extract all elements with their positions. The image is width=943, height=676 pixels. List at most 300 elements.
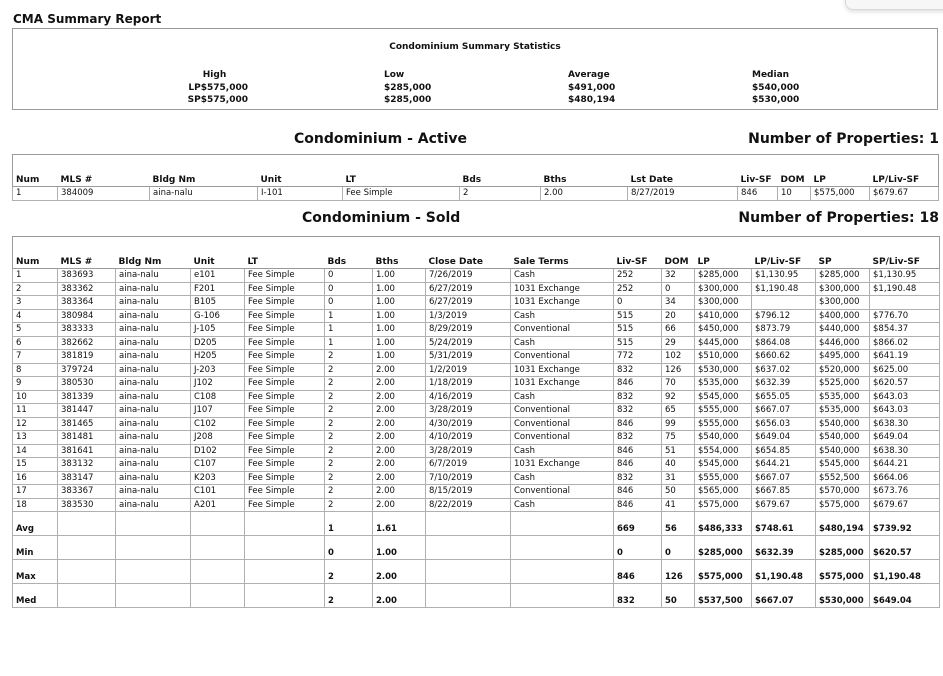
table-cell: 383333 xyxy=(58,323,116,337)
table-cell: 1/2/2019 xyxy=(426,363,511,377)
table-cell: Conventional xyxy=(511,431,614,445)
table-cell: 5/24/2019 xyxy=(426,336,511,350)
table-cell: Fee Simple xyxy=(245,417,325,431)
table-cell: J208 xyxy=(191,431,245,445)
stat-cell: 2 xyxy=(325,584,373,608)
active-property-count: Number of Properties: 1 xyxy=(748,131,939,147)
stat-cell: Avg xyxy=(13,512,58,536)
table-cell: aina-nalu xyxy=(116,336,191,350)
column-header: Bds xyxy=(460,155,541,187)
table-cell: 772 xyxy=(614,350,662,364)
table-cell: Fee Simple xyxy=(245,323,325,337)
table-cell: aina-nalu xyxy=(116,269,191,283)
table-cell: 1 xyxy=(325,323,373,337)
table-cell: Fee Simple xyxy=(245,458,325,472)
table-row xyxy=(13,458,940,472)
table-cell: 832 xyxy=(614,363,662,377)
table-cell: 383132 xyxy=(58,458,116,472)
table-cell: 6 xyxy=(13,336,58,350)
column-header: LT xyxy=(343,155,460,187)
table-cell: Cash xyxy=(511,309,614,323)
table-cell: F201 xyxy=(191,282,245,296)
table-cell: $854.37 xyxy=(870,323,940,337)
table-cell: 2 xyxy=(460,187,541,201)
table-cell: $495,000 xyxy=(816,350,870,364)
stat-cell xyxy=(116,512,191,536)
table-cell: 2 xyxy=(325,377,373,391)
table-cell: $673.76 xyxy=(870,485,940,499)
column-header: LP/Liv-SF xyxy=(752,237,816,269)
table-cell: 8/22/2019 xyxy=(426,498,511,512)
table-cell: 1.00 xyxy=(373,323,426,337)
table-cell: aina-nalu xyxy=(116,444,191,458)
stat-cell xyxy=(191,512,245,536)
table-cell: 92 xyxy=(662,390,695,404)
column-header: Num xyxy=(13,155,58,187)
table-cell: $300,000 xyxy=(695,282,752,296)
table-cell: Conventional xyxy=(511,485,614,499)
table-cell: D205 xyxy=(191,336,245,350)
table-cell: $540,000 xyxy=(695,431,752,445)
table-cell: 32 xyxy=(662,269,695,283)
table-cell: Cash xyxy=(511,498,614,512)
stat-cell: $620.57 xyxy=(870,536,940,560)
table-cell: $446,000 xyxy=(816,336,870,350)
stat-cell: $537,500 xyxy=(695,584,752,608)
table-cell: $641.19 xyxy=(870,350,940,364)
table-cell: Cash xyxy=(511,390,614,404)
table-cell: Fee Simple xyxy=(343,187,460,201)
table-cell: 8/27/2019 xyxy=(628,187,738,201)
table-cell: 2 xyxy=(325,458,373,472)
table-cell: Fee Simple xyxy=(245,498,325,512)
table-cell: 50 xyxy=(662,485,695,499)
summary-col-high xyxy=(173,69,248,107)
stat-cell: 846 xyxy=(614,560,662,584)
table-cell: $445,000 xyxy=(695,336,752,350)
table-cell: J-105 xyxy=(191,323,245,337)
table-cell: $540,000 xyxy=(816,444,870,458)
sold-table-body xyxy=(13,269,940,608)
table-cell: 381465 xyxy=(58,417,116,431)
column-header: SP/Liv-SF xyxy=(870,237,940,269)
table-cell: 29 xyxy=(662,336,695,350)
table-cell: 14 xyxy=(13,444,58,458)
table-cell: $575,000 xyxy=(811,187,870,201)
table-cell: 2 xyxy=(325,404,373,418)
table-cell: $450,000 xyxy=(695,323,752,337)
active-listings-table xyxy=(12,154,939,201)
table-cell: $555,000 xyxy=(695,417,752,431)
stat-cell: 126 xyxy=(662,560,695,584)
column-header: Lst Date xyxy=(628,155,738,187)
table-cell: Fee Simple xyxy=(245,431,325,445)
table-cell: Fee Simple xyxy=(245,336,325,350)
stat-cell: 0 xyxy=(662,536,695,560)
table-cell: aina-nalu xyxy=(116,309,191,323)
table-row xyxy=(13,444,940,458)
table-cell: Fee Simple xyxy=(245,471,325,485)
stat-cell: $530,000 xyxy=(816,584,870,608)
table-cell: $864.08 xyxy=(752,336,816,350)
table-cell: 4/16/2019 xyxy=(426,390,511,404)
table-cell: aina-nalu xyxy=(116,431,191,445)
table-cell: 8/29/2019 xyxy=(426,323,511,337)
table-cell: $667.07 xyxy=(752,471,816,485)
table-cell: $410,000 xyxy=(695,309,752,323)
table-cell: $679.67 xyxy=(752,498,816,512)
table-cell: $545,000 xyxy=(695,390,752,404)
table-cell: Fee Simple xyxy=(245,390,325,404)
table-cell: $540,000 xyxy=(816,417,870,431)
table-cell: 381641 xyxy=(58,444,116,458)
table-cell xyxy=(870,296,940,310)
sold-section-title: Condominium - Sold xyxy=(302,210,461,226)
table-row xyxy=(13,336,940,350)
table-cell: 846 xyxy=(614,417,662,431)
table-cell: J-203 xyxy=(191,363,245,377)
table-cell: 381447 xyxy=(58,404,116,418)
table-cell: 4/30/2019 xyxy=(426,417,511,431)
table-cell: 5 xyxy=(13,323,58,337)
table-row xyxy=(13,417,940,431)
table-cell: 2.00 xyxy=(373,444,426,458)
stat-cell xyxy=(426,560,511,584)
table-cell: 2 xyxy=(325,417,373,431)
column-header: Liv-SF xyxy=(738,155,778,187)
stat-cell xyxy=(191,584,245,608)
column-header: LP/Liv-SF xyxy=(870,155,939,187)
stat-cell: $748.61 xyxy=(752,512,816,536)
table-cell: 2 xyxy=(325,350,373,364)
active-header-row xyxy=(13,155,939,187)
table-cell: 2 xyxy=(325,444,373,458)
table-cell: aina-nalu xyxy=(116,350,191,364)
stat-row xyxy=(13,512,940,536)
table-row xyxy=(13,498,940,512)
stat-cell: 50 xyxy=(662,584,695,608)
table-cell: 846 xyxy=(614,458,662,472)
table-cell: 1/18/2019 xyxy=(426,377,511,391)
table-cell: Conventional xyxy=(511,404,614,418)
column-header: SP xyxy=(816,237,870,269)
table-cell: C108 xyxy=(191,390,245,404)
stat-cell: $649.04 xyxy=(870,584,940,608)
table-cell: $655.05 xyxy=(752,390,816,404)
column-header: LP xyxy=(811,155,870,187)
table-cell: 832 xyxy=(614,431,662,445)
stat-cell xyxy=(426,536,511,560)
active-table-body xyxy=(13,187,939,201)
table-cell: H205 xyxy=(191,350,245,364)
table-cell: 12 xyxy=(13,417,58,431)
summary-sp: SP$575,000 xyxy=(187,95,248,105)
table-cell: 2.00 xyxy=(373,498,426,512)
table-cell: 381339 xyxy=(58,390,116,404)
stat-cell xyxy=(58,512,116,536)
table-cell: 4/10/2019 xyxy=(426,431,511,445)
table-cell: 3/28/2019 xyxy=(426,404,511,418)
stat-cell xyxy=(426,584,511,608)
stat-cell: 2 xyxy=(325,560,373,584)
table-row xyxy=(13,296,940,310)
table-cell: 846 xyxy=(614,377,662,391)
stat-cell xyxy=(426,512,511,536)
stat-cell xyxy=(116,584,191,608)
table-cell: aina-nalu xyxy=(116,485,191,499)
stat-cell: $1,190.48 xyxy=(752,560,816,584)
table-cell: 1.00 xyxy=(373,269,426,283)
summary-lp: $285,000 xyxy=(384,82,432,93)
table-cell: 11 xyxy=(13,404,58,418)
table-row xyxy=(13,390,940,404)
table-cell: 2.00 xyxy=(373,390,426,404)
stat-cell: 2.00 xyxy=(373,560,426,584)
table-cell: 3/28/2019 xyxy=(426,444,511,458)
stat-cell: 1.00 xyxy=(373,536,426,560)
column-header: Num xyxy=(13,237,58,269)
table-cell: $643.03 xyxy=(870,404,940,418)
table-cell: 0 xyxy=(325,282,373,296)
table-cell: $285,000 xyxy=(816,269,870,283)
report-title: CMA Summary Report xyxy=(13,12,162,26)
table-cell: 2.00 xyxy=(373,404,426,418)
table-cell: $1,130.95 xyxy=(752,269,816,283)
table-cell: $625.00 xyxy=(870,363,940,377)
table-cell: Conventional xyxy=(511,323,614,337)
table-cell: $667.07 xyxy=(752,404,816,418)
table-cell: 832 xyxy=(614,390,662,404)
table-cell: 0 xyxy=(662,282,695,296)
stat-cell: 669 xyxy=(614,512,662,536)
table-cell: $1,190.48 xyxy=(752,282,816,296)
summary-lp: $540,000 xyxy=(752,82,800,93)
table-cell: 2.00 xyxy=(373,417,426,431)
table-cell: aina-nalu xyxy=(116,282,191,296)
table-cell: Fee Simple xyxy=(245,444,325,458)
table-cell: 2 xyxy=(325,485,373,499)
column-header: Bths xyxy=(373,237,426,269)
table-cell: $565,000 xyxy=(695,485,752,499)
table-cell: 383693 xyxy=(58,269,116,283)
table-row xyxy=(13,363,940,377)
table-cell: 17 xyxy=(13,485,58,499)
table-cell: 99 xyxy=(662,417,695,431)
table-cell: $620.57 xyxy=(870,377,940,391)
table-cell: 2 xyxy=(13,282,58,296)
stat-cell: $486,333 xyxy=(695,512,752,536)
table-cell: 8/15/2019 xyxy=(426,485,511,499)
table-cell: $664.06 xyxy=(870,471,940,485)
table-cell: 1 xyxy=(325,336,373,350)
table-cell: 1031 Exchange xyxy=(511,296,614,310)
table-cell: 0 xyxy=(614,296,662,310)
table-row xyxy=(13,377,940,391)
table-cell: $654.85 xyxy=(752,444,816,458)
table-cell: C102 xyxy=(191,417,245,431)
summary-label: Median xyxy=(752,70,790,80)
table-cell: K203 xyxy=(191,471,245,485)
summary-sp: $530,000 xyxy=(752,95,800,105)
table-cell: 66 xyxy=(662,323,695,337)
table-cell: 515 xyxy=(614,309,662,323)
summary-label: Low xyxy=(384,70,405,80)
column-header: DOM xyxy=(662,237,695,269)
table-cell: $400,000 xyxy=(816,309,870,323)
stat-cell: $285,000 xyxy=(816,536,870,560)
summary-sp: $285,000 xyxy=(384,95,432,105)
stat-cell: $739.92 xyxy=(870,512,940,536)
table-cell: $660.62 xyxy=(752,350,816,364)
table-cell: Cash xyxy=(511,269,614,283)
table-cell: Cash xyxy=(511,444,614,458)
table-cell: 383367 xyxy=(58,485,116,499)
table-cell: 2 xyxy=(325,431,373,445)
stat-cell: $575,000 xyxy=(695,560,752,584)
table-cell: 1.00 xyxy=(373,336,426,350)
summary-lp: LP$575,000 xyxy=(188,82,248,93)
table-cell: aina-nalu xyxy=(116,377,191,391)
table-cell: $285,000 xyxy=(695,269,752,283)
table-cell: $540,000 xyxy=(816,431,870,445)
active-section-title: Condominium - Active xyxy=(294,131,468,147)
table-cell: Cash xyxy=(511,471,614,485)
table-cell: 31 xyxy=(662,471,695,485)
column-header: LT xyxy=(245,237,325,269)
table-row xyxy=(13,187,939,201)
table-cell: 16 xyxy=(13,471,58,485)
table-cell: 2.00 xyxy=(373,431,426,445)
table-cell: J107 xyxy=(191,404,245,418)
table-cell: 1031 Exchange xyxy=(511,458,614,472)
table-cell: D102 xyxy=(191,444,245,458)
table-cell: 2.00 xyxy=(373,458,426,472)
column-header: Close Date xyxy=(426,237,511,269)
stat-row xyxy=(13,584,940,608)
table-cell: Fee Simple xyxy=(245,282,325,296)
table-cell: $667.85 xyxy=(752,485,816,499)
table-cell: 41 xyxy=(662,498,695,512)
table-cell: 34 xyxy=(662,296,695,310)
table-cell: aina-nalu xyxy=(116,404,191,418)
table-cell: 2.00 xyxy=(373,485,426,499)
table-cell: 1.00 xyxy=(373,282,426,296)
table-cell: 846 xyxy=(738,187,778,201)
table-cell: G-106 xyxy=(191,309,245,323)
table-cell: $535,000 xyxy=(816,390,870,404)
table-cell: 1.00 xyxy=(373,296,426,310)
table-row xyxy=(13,323,940,337)
table-cell: 65 xyxy=(662,404,695,418)
table-cell: $525,000 xyxy=(816,377,870,391)
table-cell: 102 xyxy=(662,350,695,364)
table-row xyxy=(13,269,940,283)
table-cell: 9 xyxy=(13,377,58,391)
summary-label: Average xyxy=(568,70,610,80)
table-row xyxy=(13,404,940,418)
table-cell: 40 xyxy=(662,458,695,472)
table-cell: 6/27/2019 xyxy=(426,282,511,296)
table-row xyxy=(13,282,940,296)
table-cell: $300,000 xyxy=(816,296,870,310)
table-row xyxy=(13,431,940,445)
stat-cell xyxy=(58,584,116,608)
table-cell: 10 xyxy=(778,187,811,201)
table-cell: 383364 xyxy=(58,296,116,310)
stat-cell: $632.39 xyxy=(752,536,816,560)
summary-lp: $491,000 xyxy=(568,82,616,93)
table-cell: 2.00 xyxy=(373,363,426,377)
table-cell: Cash xyxy=(511,336,614,350)
table-cell: $638.30 xyxy=(870,417,940,431)
table-row xyxy=(13,485,940,499)
table-cell: 1031 Exchange xyxy=(511,377,614,391)
table-cell: $643.03 xyxy=(870,390,940,404)
table-row xyxy=(13,350,940,364)
table-cell: 846 xyxy=(614,498,662,512)
table-cell: aina-nalu xyxy=(116,323,191,337)
table-cell: Fee Simple xyxy=(245,404,325,418)
table-cell: $555,000 xyxy=(695,471,752,485)
stat-row xyxy=(13,536,940,560)
table-cell: Fee Simple xyxy=(245,485,325,499)
table-cell: 13 xyxy=(13,431,58,445)
table-cell: 384009 xyxy=(58,187,150,201)
table-cell: Fee Simple xyxy=(245,296,325,310)
table-cell: 10 xyxy=(13,390,58,404)
column-header: LP xyxy=(695,237,752,269)
table-cell: aina-nalu xyxy=(116,390,191,404)
table-cell: $510,000 xyxy=(695,350,752,364)
table-cell: $535,000 xyxy=(695,377,752,391)
table-cell: aina-nalu xyxy=(150,187,258,201)
stat-cell: 832 xyxy=(614,584,662,608)
table-cell: aina-nalu xyxy=(116,498,191,512)
table-cell xyxy=(752,296,816,310)
window-corner-tab xyxy=(845,0,943,10)
stat-cell xyxy=(116,560,191,584)
table-cell: $1,130.95 xyxy=(870,269,940,283)
table-cell: 2.00 xyxy=(373,471,426,485)
summary-col-median xyxy=(752,69,799,107)
table-cell: $520,000 xyxy=(816,363,870,377)
table-cell: 4 xyxy=(13,309,58,323)
table-cell: 7 xyxy=(13,350,58,364)
column-header: Bths xyxy=(541,155,628,187)
table-cell: aina-nalu xyxy=(116,296,191,310)
table-cell: 51 xyxy=(662,444,695,458)
table-cell: 2 xyxy=(325,390,373,404)
table-cell: $644.21 xyxy=(752,458,816,472)
stat-cell xyxy=(511,584,614,608)
table-cell: $873.79 xyxy=(752,323,816,337)
table-cell: A201 xyxy=(191,498,245,512)
table-cell: 1031 Exchange xyxy=(511,363,614,377)
table-cell: $1,190.48 xyxy=(870,282,940,296)
table-cell: 383530 xyxy=(58,498,116,512)
table-cell: 379724 xyxy=(58,363,116,377)
table-cell: 2 xyxy=(325,471,373,485)
table-cell: 2 xyxy=(325,498,373,512)
table-cell: Conventional xyxy=(511,417,614,431)
summary-col-low xyxy=(384,69,431,107)
table-cell: Fee Simple xyxy=(245,377,325,391)
table-row xyxy=(13,309,940,323)
stat-cell: $575,000 xyxy=(816,560,870,584)
stat-cell xyxy=(511,560,614,584)
table-cell: $545,000 xyxy=(816,458,870,472)
summary-sp: $480,194 xyxy=(568,95,616,105)
